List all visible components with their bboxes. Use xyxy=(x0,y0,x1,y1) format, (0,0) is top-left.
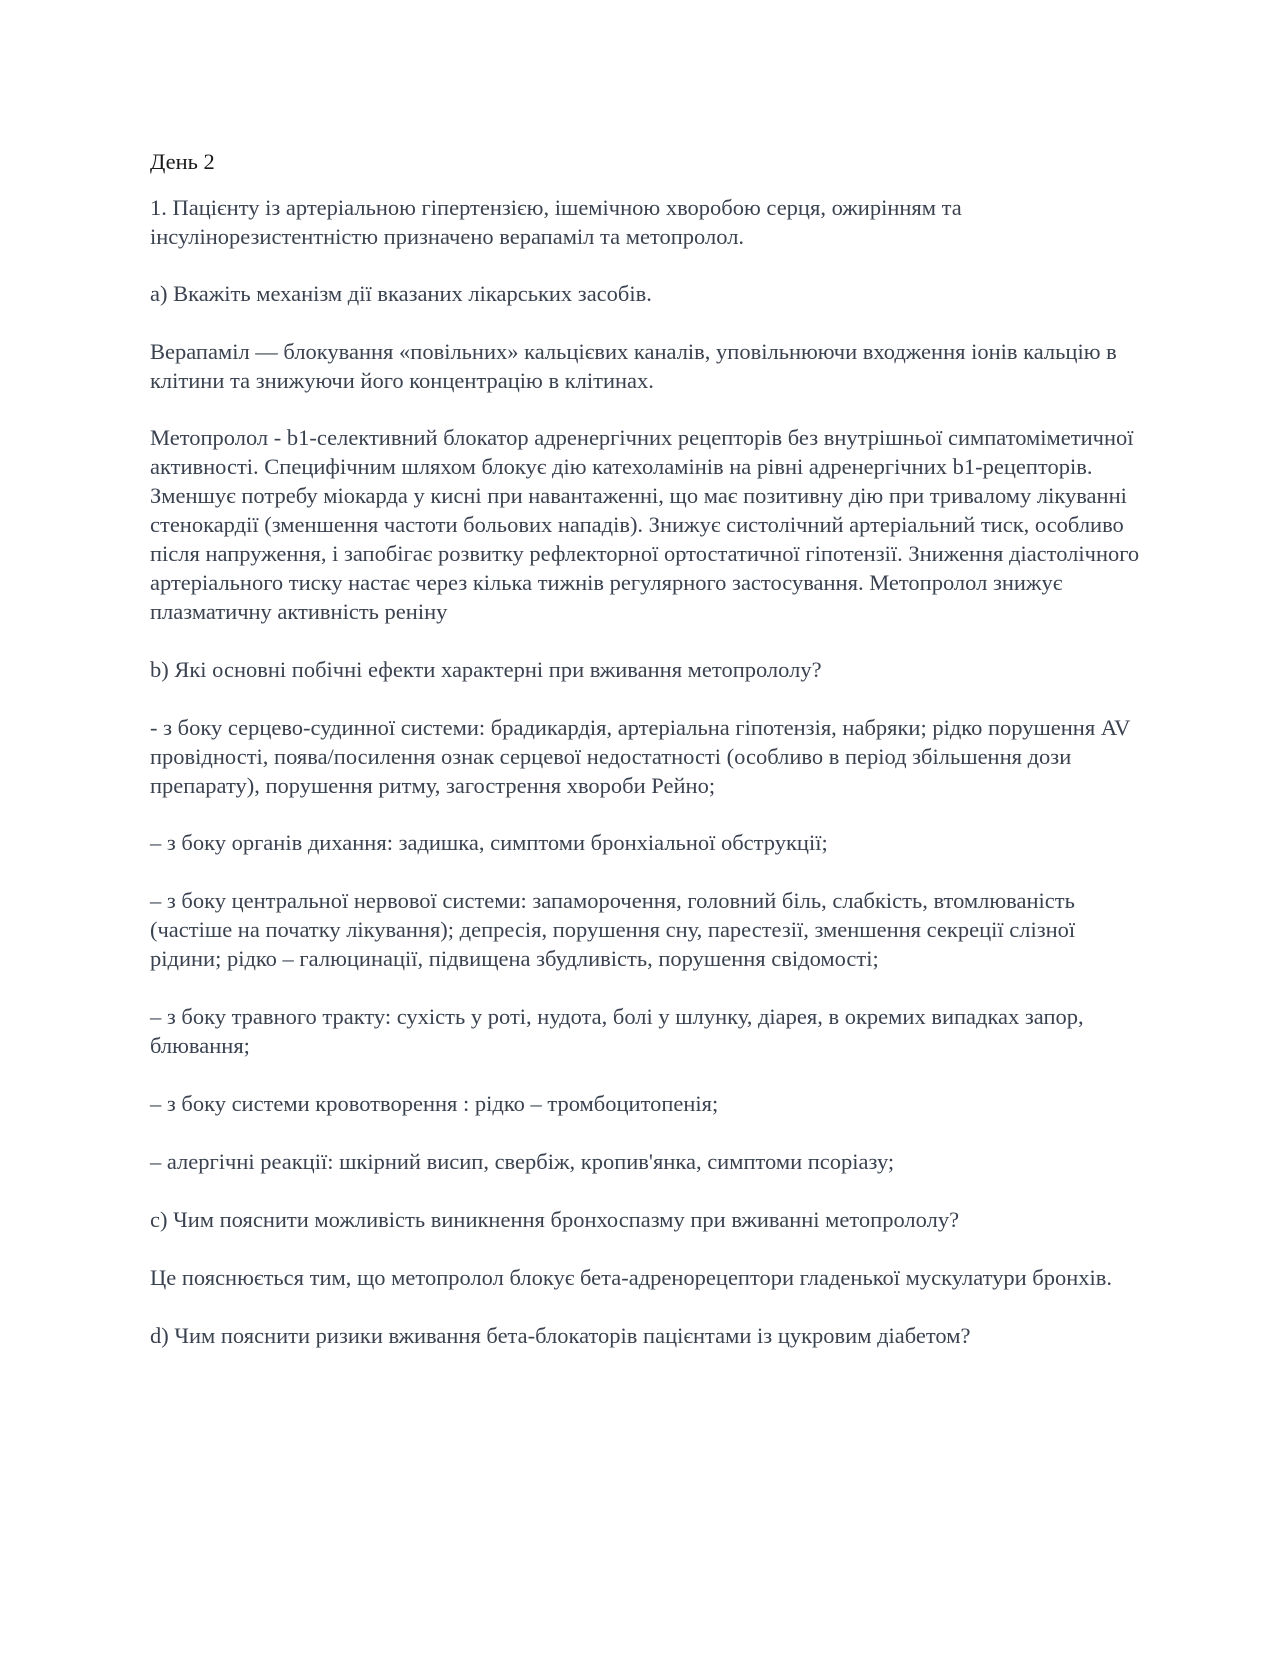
question-1-intro: 1. Пацієнту із артеріальною гіпертензією, ішемічною хворобою серця, ожирінням та інсулінорезистентністю призначено верапаміл та метопролол. xyxy=(150,195,962,249)
question-d: d) Чим пояснити ризики вживання бета-блокаторів пацієнтами із цукровим діабетом? xyxy=(150,1323,971,1348)
document-body xyxy=(150,147,1140,1378)
side-effects-respiratory: – з боку органів дихання: задишка, симптоми бронхіальної обструкції; xyxy=(150,830,828,855)
question-b: b) Які основні побічні ефекти характерні при вживання метопрололу? xyxy=(150,657,822,682)
side-effects-cardiovascular: - з боку серцево-судинної системи: брадикардія, артеріальна гіпотензія, набряки; рідко порушення AV провідності, поява/посилення ознак серцевої недостатності (особливо в період збільшення дози препарату), порушення ритму, загострення хвороби Рейно; xyxy=(150,715,1131,798)
question-a: a) Вкажіть механізм дії вказаних лікарських засобів. xyxy=(150,281,652,306)
side-effects-allergic: – алергічні реакції: шкірний висип, свербіж, кропив'янка, симптоми псоріазу; xyxy=(150,1149,895,1174)
document-title: День 2 xyxy=(150,149,215,174)
side-effects-digestive: – з боку травного тракту: сухість у роті, нудота, болі у шлунку, діарея, в окремих випадках запор, блювання; xyxy=(150,1004,1084,1058)
side-effects-hematopoietic: – з боку системи кровотворення : рідко – тромбоцитопенія; xyxy=(150,1091,719,1116)
answer-c: Це пояснюється тим, що метопролол блокує бета-адренорецептори гладенької мускулатури бронхів. xyxy=(150,1265,1113,1290)
answer-metoprolol: Метопролол - b1-селективний блокатор адренергічних рецепторів без внутрішньої симпатоміметичної активності. Специфічним шляхом блокує дію катехоламінів на рівні адренергічних b1-рецепторів. Зменшує потребу міокарда у кисні при навантаженні, що має позитивну дію при тривалому лікуванні стенокардії (зменшення частоти больових нападів). Знижує систолічний артеріальний тиск, особливо після напруження, і запобігає розвитку рефлекторної ортостатичної гіпотензії. Зниження діастолічного артеріального тиску настає через кілька тижнів регулярного застосування. Метопролол знижує плазматичну активність реніну xyxy=(150,425,1140,624)
side-effects-cns: – з боку центральної нервової системи: запаморочення, головний біль, слабкість, втомлюваність (частіше на початку лікування); депресія, порушення сну, парестезії, зменшення секреції слізної рідини; рідко – галюцинації, підвищена збудливість, порушення свідомості; xyxy=(150,888,1076,971)
question-c: c) Чим пояснити можливість виникнення бронхоспазму при вживанні метопрололу? xyxy=(150,1207,960,1232)
answer-verapamil: Верапаміл — блокування «повільних» кальцієвих каналів, уповільнюючи входження іонів кальцію в клітини та знижуючи його концентрацію в клітинах. xyxy=(150,339,1117,393)
